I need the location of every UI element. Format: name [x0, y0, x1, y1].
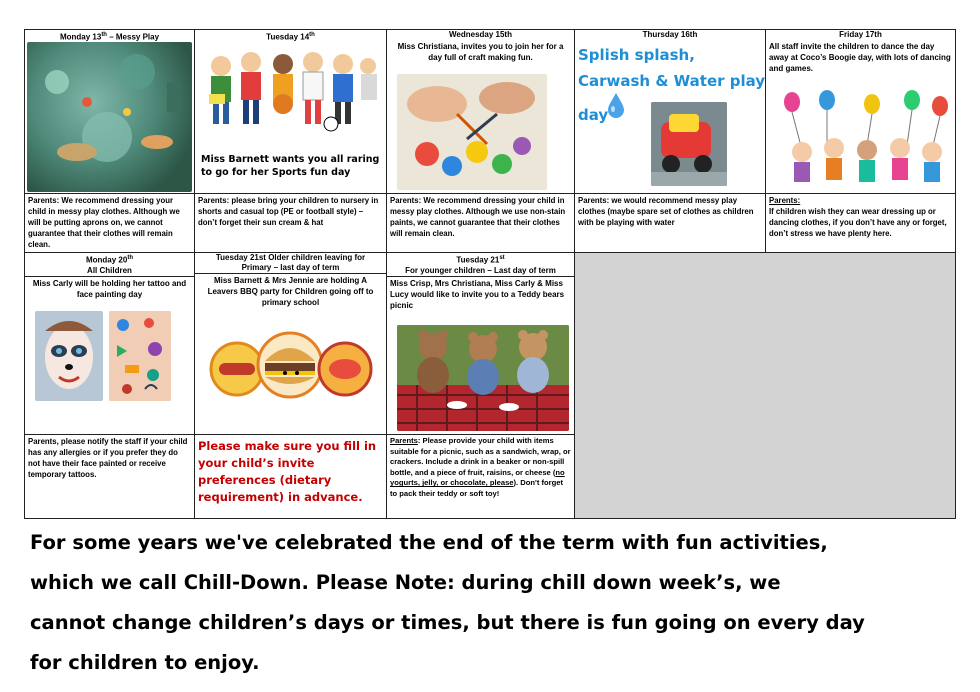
- monday-13-parents-text: Parents: We recommend dressing your child in messy play clothes. Although we will be putting aprons on, we cannot guarantee that their clothes will remain clean.: [28, 196, 180, 249]
- tuesday-14-parents-cell: [194, 193, 387, 253]
- friday-17-parents-cell: [765, 193, 956, 253]
- monday-20-cell: [24, 252, 195, 435]
- wednesday-15-parents-cell: [386, 193, 575, 253]
- footer-line-2: which we call Chill-Down. Please Note: during chill down week’s, we: [30, 571, 781, 594]
- footer-line-4: for children to enjoy.: [30, 651, 260, 674]
- wednesday-15-text: Miss Christiana, invites you to join her for a day full of craft making fun.: [397, 42, 564, 62]
- tuesday-14-header: Tuesday 14th: [266, 32, 315, 42]
- thursday-16-parents-cell: [574, 193, 766, 253]
- tuesday-14-parents-text: Parents: please bring your children to nursery in shorts and casual top (PE or football style) – don’t forget their sun cream & hat: [198, 196, 379, 227]
- messy-play-photo: [27, 42, 192, 192]
- tuesday-14-cell: [194, 29, 387, 194]
- teddy-bears-picnic-text: Miss Crisp, Mrs Christiana, Miss Carly & Miss Lucy would like to invite you to a Teddy bears picnic: [390, 278, 565, 310]
- teddy-bears-picnic-photo: [397, 325, 569, 431]
- friday-17-parents-block: [766, 194, 955, 240]
- tuesday-21-leavers-note-cell: [194, 434, 387, 519]
- wednesday-15-header: Wednesday 15th: [449, 30, 512, 39]
- wednesday-15-cell: [386, 29, 575, 194]
- picnic-parents-text: [387, 435, 574, 501]
- craft-painting-photo: [397, 74, 547, 190]
- friday-17-parents-label: Parents:: [769, 196, 801, 205]
- picnic-parents-text-part1: : Please provide your child with items suitable for a picnic, such as a sandwich, wrap, or crackers. Include a drink in a beaker or non-spill bottle, and a piece of fruit, raisins, or cheese (: [390, 436, 571, 477]
- friday-17-cell: [765, 29, 956, 194]
- thursday-16-parents-text: Parents: we would recommend messy play clothes (maybe spare set of clothes as children with be playing with water: [578, 196, 754, 227]
- friday-17-text: All staff invite the children to dance the day away at Coco’s Boogie day, with lots of dancing and games.: [769, 42, 951, 73]
- friday-17-parents-text: If children wish they can wear dressing up or dancing clothes, if you don’t have any or forget, don’t stress we have plenty here.: [769, 207, 947, 238]
- chill-down-footer: [30, 523, 960, 683]
- thursday-16-cell: [574, 29, 766, 194]
- water-drop-icon: [607, 92, 625, 123]
- activity-timetable: [24, 29, 956, 519]
- tuesday-21-younger-header: Tuesday 21st For younger children – Last day of term: [405, 255, 556, 275]
- sports-day-caption: Miss Barnett wants you all raring to go for her Sports fun day: [201, 154, 380, 178]
- friday-17-header: Friday 17th: [839, 30, 882, 39]
- face-painting-photo: [35, 311, 103, 401]
- temporary-tattoos-photo: [109, 311, 171, 401]
- tuesday-21-younger-cell: [386, 252, 575, 435]
- monday-20-header: Monday 20th All Children: [85, 255, 133, 275]
- footer-line-3: cannot change children’s days or times, but there is fun going on every day: [30, 611, 865, 634]
- carwash-title-line2: Carwash & Water play: [578, 72, 766, 90]
- sports-kids-illustration: [203, 44, 378, 134]
- monday-13-parents-cell: [24, 193, 195, 253]
- monday-20-parents-text: Parents, please notify the staff if your child has any allergies or if you prefer they do not have their face painted or receive temporary tattoos.: [28, 437, 188, 479]
- thursday-16-header: Thursday 16th: [642, 30, 698, 39]
- picnic-parents-text-part2: ). Don't forget to pack their teddy or soft toy!: [390, 478, 563, 498]
- water-play-car-photo: [651, 102, 727, 186]
- carwash-title-line1: Splish splash,: [578, 46, 695, 64]
- invite-preferences-notice: Please make sure you fill in your child’s invite preferences (dietary requirement) in advance.: [198, 439, 377, 504]
- tuesday-21-leavers-cell: [194, 252, 387, 435]
- bbq-food-illustration: [205, 325, 375, 405]
- leavers-bbq-text: Miss Barnett & Mrs Jennie are holding A Leavers BBQ party for Children going off to primary school: [207, 276, 374, 307]
- dancing-kids-balloons-illustration: [772, 90, 952, 190]
- footer-line-1: For some years we've celebrated the end of the term with fun activities,: [30, 531, 828, 554]
- monday-20-text: Miss Carly will be holding her tattoo and face painting day: [32, 278, 187, 299]
- monday-13-header: Monday 13th – Messy Play: [59, 32, 160, 42]
- picnic-parents-label: Parents: [390, 436, 418, 445]
- monday-13-cell: [24, 29, 195, 194]
- picnic-no-sweets-note: no yogurts, jelly, or chocolate, please: [390, 467, 565, 488]
- monday-20-parents-cell: [24, 434, 195, 519]
- tuesday-21-leavers-header: Tuesday 21st Older children leaving for Primary – last day of term: [215, 253, 366, 272]
- wednesday-15-parents-text: Parents: We recommend dressing your child in messy play clothes. Although we use non-stain paints, we cannot guarantee that their clothes will remain clean.: [390, 196, 566, 238]
- tuesday-21-younger-parents-cell: [386, 434, 575, 519]
- carwash-title-line3: day: [578, 106, 609, 124]
- empty-shaded-cell: [574, 252, 956, 519]
